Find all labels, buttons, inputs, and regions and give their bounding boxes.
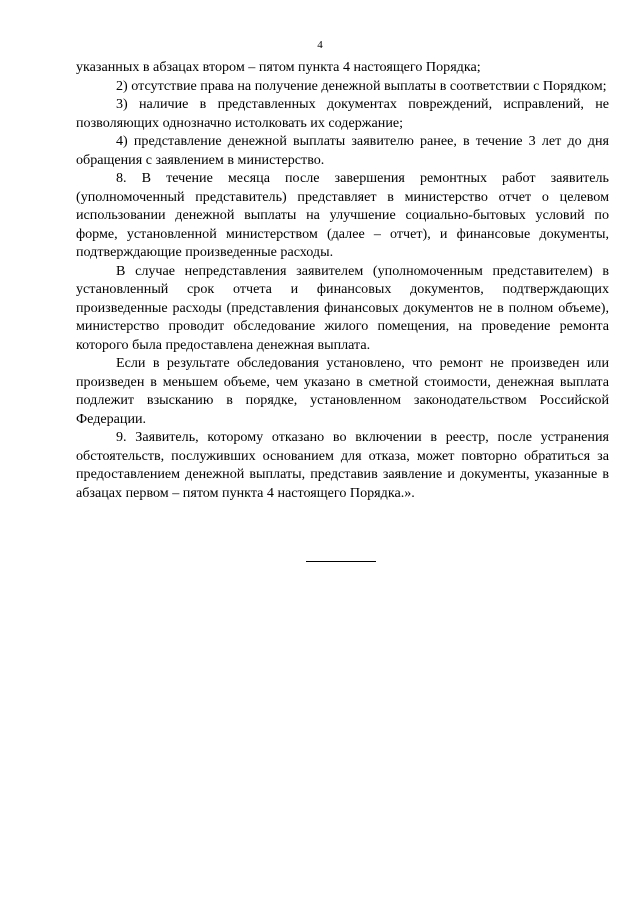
paragraph: указанных в абзацах втором – пятом пункта 4 настоящего Порядка; bbox=[76, 59, 481, 75]
paragraph: 4) представление денежной выплаты заявителю ранее, в течение 3 лет до дня обращения с заявлением в министерство. bbox=[76, 133, 609, 168]
paragraph: 9. Заявитель, которому отказано во включении в реестр, после устранения обстоятельств, послуживших основанием для отказа, может повторно обратиться за предоставлением денежной выплаты, представив заявление и документы, указанные в абзацах первом – пятом пункта 4 настоящего Порядка.». bbox=[76, 429, 609, 501]
paragraph: 8. В течение месяца после завершения ремонтных работ заявитель (уполномоченный представитель) представляет в министерство отчет о целевом использовании денежной выплаты на улучшение социально-бытовых условий по форме, установленной министерством (далее – отчет), и финансовые документы, подтверждающие произведенные расходы. bbox=[76, 170, 609, 260]
end-separator-line bbox=[306, 561, 376, 562]
paragraph: В случае непредставления заявителем (уполномоченным представителем) в установленный срок отчета и финансовых документов, подтверждающих произведенные расходы (представления финансовых документов не в полном объеме), министерство проводит обследование жилого помещения, на проведение ремонта которого была предоставлена денежная выплата. bbox=[76, 262, 609, 353]
page-number: 4 bbox=[317, 39, 323, 51]
document-body bbox=[76, 58, 609, 502]
paragraph: 2) отсутствие права на получение денежной выплаты в соответствии с Порядком; bbox=[116, 77, 607, 94]
paragraph: 3) наличие в представленных документах повреждений, исправлений, не позволяющих однозначно истолковать их содержание; bbox=[76, 96, 609, 131]
paragraph: Если в результате обследования установлено, что ремонт не произведен или произведен в меньшем объеме, чем указано в сметной стоимости, денежная выплата подлежит взысканию в порядке, установленном законодательством Российской Федерации. bbox=[76, 355, 609, 427]
